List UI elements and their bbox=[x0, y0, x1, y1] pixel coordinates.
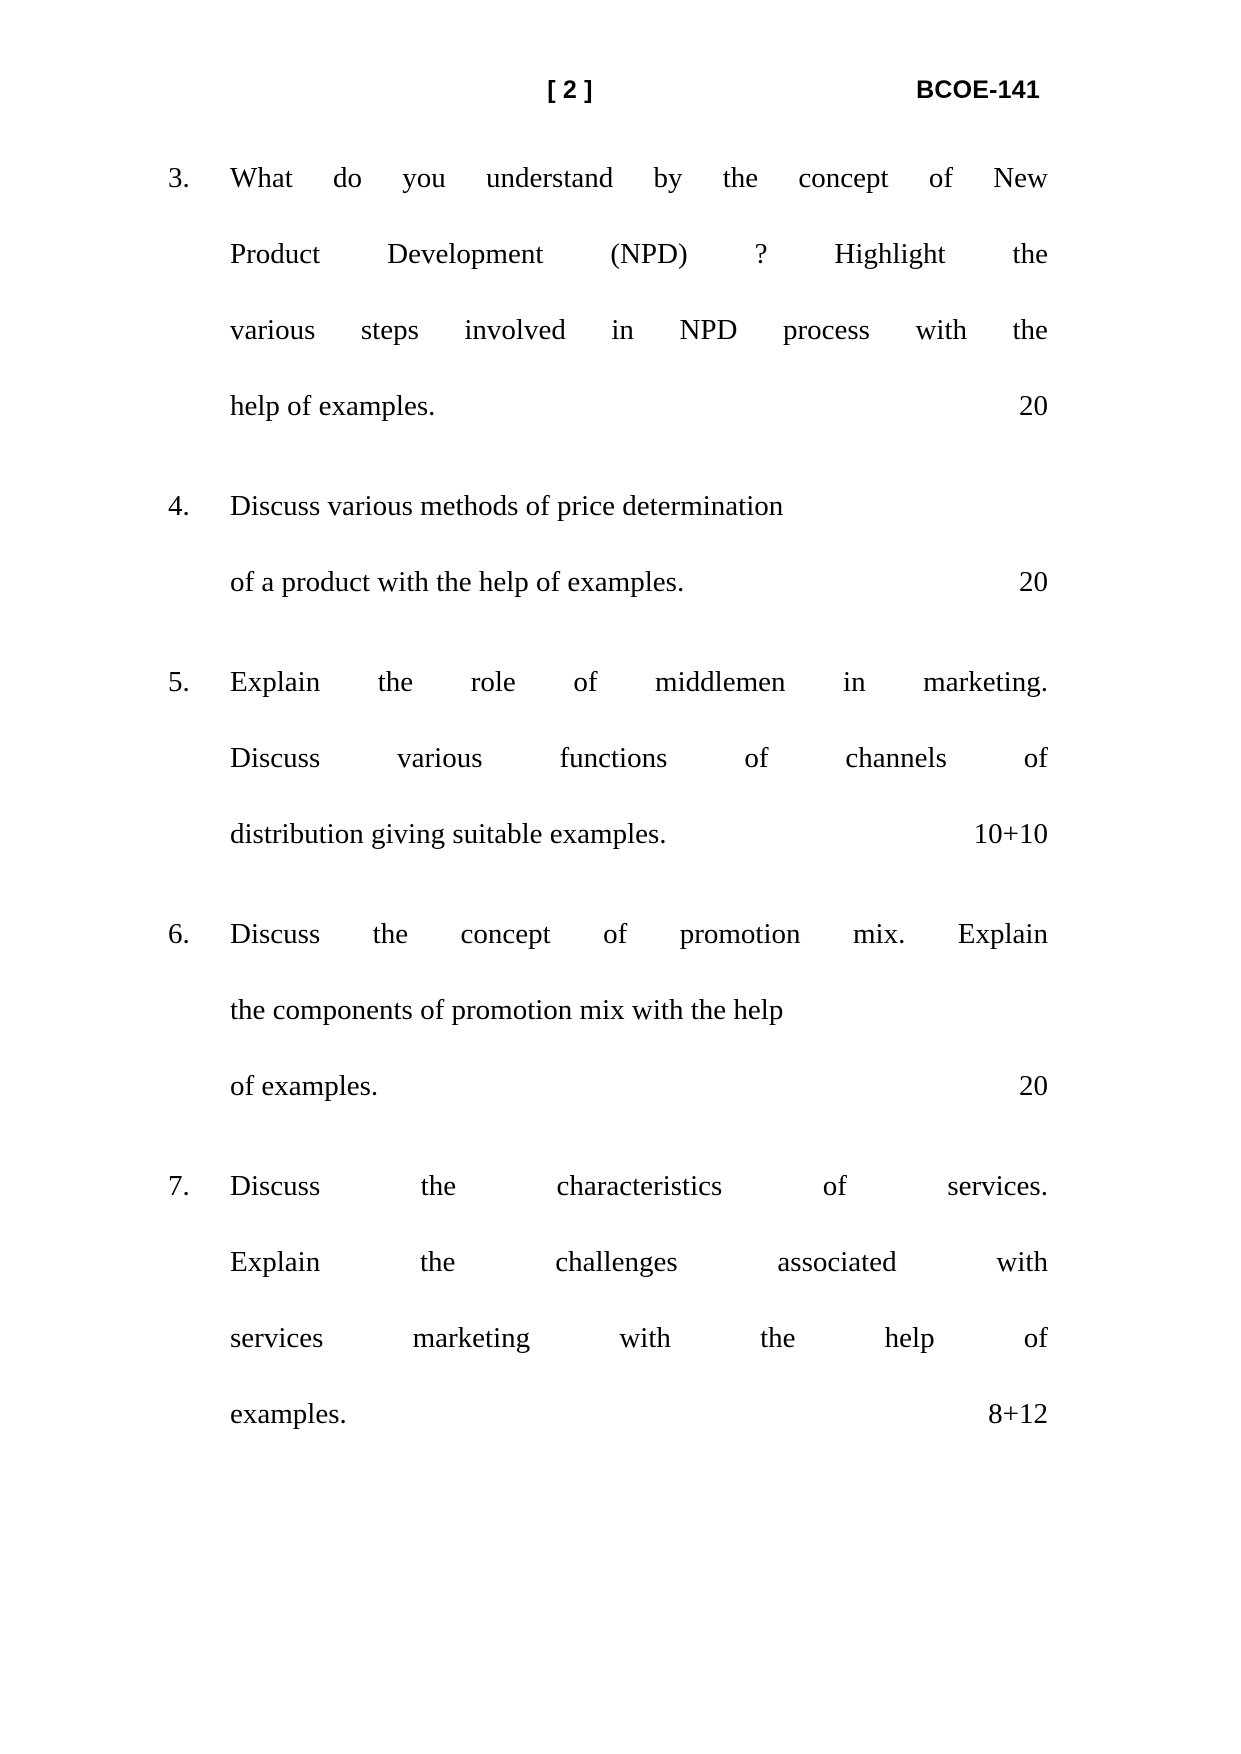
word: concept bbox=[460, 918, 551, 950]
question-text bbox=[230, 644, 1048, 872]
word: the bbox=[722, 162, 759, 194]
question-line bbox=[230, 292, 1048, 368]
word: of bbox=[573, 666, 598, 698]
word: Explain bbox=[230, 666, 321, 698]
word: marketing. bbox=[923, 666, 1048, 698]
word: help bbox=[884, 1322, 935, 1354]
question-line bbox=[230, 644, 1048, 720]
line-text: of a product with the help of examples. bbox=[230, 566, 685, 598]
word: the bbox=[372, 918, 409, 950]
word: do bbox=[333, 162, 363, 194]
word: Discuss bbox=[230, 918, 321, 950]
word: steps bbox=[360, 314, 419, 346]
question-line: the components of promotion mix with the help bbox=[230, 994, 784, 1026]
word: of bbox=[603, 918, 628, 950]
question-line bbox=[230, 1048, 1048, 1124]
question-marks: 20 bbox=[1019, 566, 1048, 598]
question-number: 4. bbox=[168, 490, 190, 522]
word: in bbox=[843, 666, 866, 698]
word: of bbox=[1023, 742, 1048, 774]
word: Explain bbox=[957, 918, 1048, 950]
question-number: 3. bbox=[168, 162, 190, 194]
question-line bbox=[230, 368, 1048, 444]
word: various bbox=[230, 314, 316, 346]
question-number: 6. bbox=[168, 918, 190, 950]
word: process bbox=[782, 314, 870, 346]
question-item bbox=[168, 896, 1048, 1124]
word: mix. bbox=[852, 918, 906, 950]
question-line bbox=[230, 796, 1048, 872]
question-marks: 20 bbox=[1019, 390, 1048, 422]
line-text: of examples. bbox=[230, 1070, 379, 1102]
question-marks: 10+10 bbox=[973, 818, 1048, 850]
word: channels bbox=[845, 742, 947, 774]
paper-code-label: BCOE-141 bbox=[916, 76, 1040, 104]
word: in bbox=[611, 314, 634, 346]
word: NPD bbox=[679, 314, 738, 346]
question-line bbox=[230, 216, 1048, 292]
question-line: Discuss various methods of price determination bbox=[230, 490, 784, 522]
question-line bbox=[230, 544, 1048, 620]
word: with bbox=[915, 314, 967, 346]
question-item bbox=[168, 468, 1048, 620]
word: role bbox=[470, 666, 516, 698]
word: the bbox=[1012, 314, 1048, 346]
word: with bbox=[996, 1246, 1048, 1278]
question-marks: 8+12 bbox=[988, 1398, 1048, 1430]
word: concept bbox=[798, 162, 889, 194]
question-item bbox=[168, 1148, 1048, 1452]
word: understand bbox=[486, 162, 614, 194]
question-line bbox=[230, 720, 1048, 796]
word: services. bbox=[947, 1170, 1048, 1202]
question-line bbox=[230, 1148, 1048, 1224]
question-line bbox=[230, 1224, 1048, 1300]
word: functions bbox=[559, 742, 668, 774]
word: services bbox=[230, 1322, 324, 1354]
question-text bbox=[230, 140, 1048, 444]
word: Explain bbox=[230, 1246, 321, 1278]
question-item bbox=[168, 140, 1048, 444]
question-number: 5. bbox=[168, 666, 190, 698]
question-number: 7. bbox=[168, 1170, 190, 1202]
word: promotion bbox=[679, 918, 801, 950]
word: associated bbox=[777, 1246, 897, 1278]
word: the bbox=[420, 1246, 456, 1278]
word: involved bbox=[464, 314, 566, 346]
word: Discuss bbox=[230, 742, 321, 774]
question-text bbox=[230, 468, 1048, 620]
line-text: examples. bbox=[230, 1398, 347, 1430]
word: Product bbox=[230, 238, 321, 270]
word: the bbox=[760, 1322, 796, 1354]
word: ? bbox=[754, 238, 768, 270]
word: New bbox=[993, 162, 1048, 194]
word: by bbox=[653, 162, 683, 194]
word: you bbox=[402, 162, 446, 194]
word: the bbox=[420, 1170, 457, 1202]
word: middlemen bbox=[655, 666, 786, 698]
question-line bbox=[230, 1300, 1048, 1376]
word: challenges bbox=[555, 1246, 678, 1278]
question-marks: 20 bbox=[1019, 1070, 1048, 1102]
question-list bbox=[168, 140, 1048, 1476]
word: of bbox=[744, 742, 769, 774]
word: Development bbox=[387, 238, 544, 270]
question-text bbox=[230, 896, 1048, 1124]
word: Discuss bbox=[230, 1170, 321, 1202]
word: (NPD) bbox=[610, 238, 688, 270]
word: of bbox=[822, 1170, 847, 1202]
page-number-label: [ 2 ] bbox=[547, 76, 593, 104]
word: What bbox=[230, 162, 293, 194]
page-header bbox=[0, 76, 1241, 114]
question-line bbox=[230, 896, 1048, 972]
word: the bbox=[1012, 238, 1048, 270]
word: the bbox=[377, 666, 414, 698]
word: of bbox=[928, 162, 953, 194]
word: Highlight bbox=[834, 238, 946, 270]
word: various bbox=[397, 742, 483, 774]
question-text bbox=[230, 1148, 1048, 1452]
word: with bbox=[619, 1322, 671, 1354]
question-line bbox=[230, 1376, 1048, 1452]
line-text: distribution giving suitable examples. bbox=[230, 818, 667, 850]
word: characteristics bbox=[556, 1170, 723, 1202]
word: of bbox=[1023, 1322, 1048, 1354]
line-text: help of examples. bbox=[230, 390, 436, 422]
word: marketing bbox=[412, 1322, 531, 1354]
question-line bbox=[230, 140, 1048, 216]
question-item bbox=[168, 644, 1048, 872]
